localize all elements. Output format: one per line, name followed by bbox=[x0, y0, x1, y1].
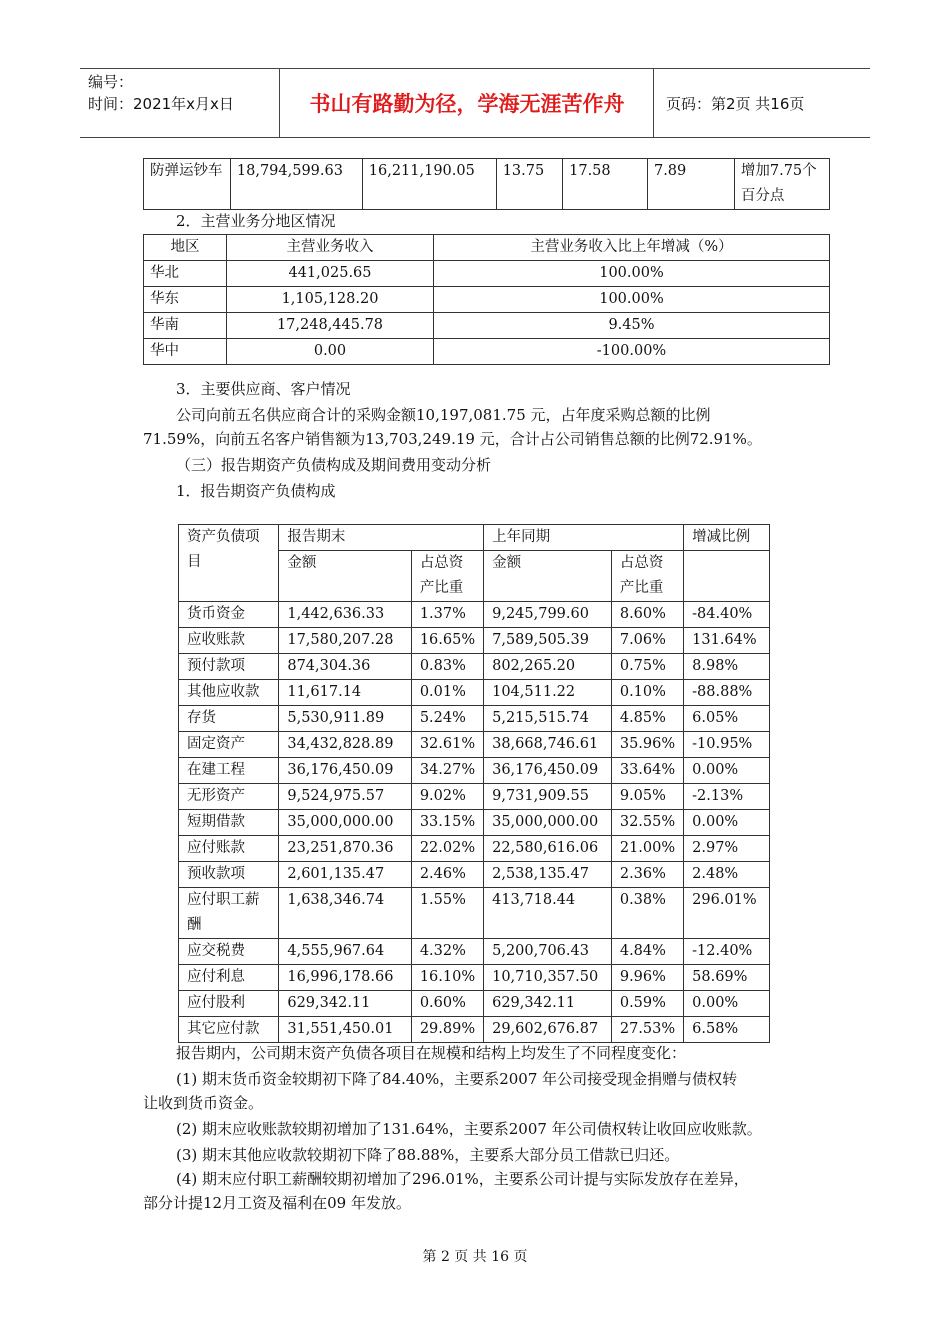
table-cell: 7.06% bbox=[611, 628, 683, 654]
table-cell: 0.10% bbox=[611, 680, 683, 706]
table-row bbox=[179, 810, 770, 836]
cell: 0.00 bbox=[227, 339, 434, 365]
table-cell: 1.55% bbox=[411, 888, 483, 939]
table-cell: 34.27% bbox=[411, 758, 483, 784]
number-label: 编号： bbox=[88, 73, 134, 91]
table-cell: 无形资产 bbox=[179, 784, 279, 810]
table-cell: 应付职工薪酬 bbox=[179, 888, 279, 939]
analysis-p3: (3) 期末其他应收款较期初下降了88.88%，主要系大部分员工借款已归还。 bbox=[176, 1146, 680, 1164]
table-cell: 58.69% bbox=[684, 965, 770, 991]
cell: 华北 bbox=[144, 261, 227, 287]
table-cell: 802,265.20 bbox=[484, 654, 612, 680]
table-row bbox=[179, 628, 770, 654]
table-cell: 1,442,636.33 bbox=[279, 602, 411, 628]
table-cell: 其它应付款 bbox=[179, 1017, 279, 1043]
table-cell: 33.15% bbox=[411, 810, 483, 836]
table-cell: 29,602,676.87 bbox=[484, 1017, 612, 1043]
table-header-row bbox=[179, 525, 770, 551]
table-cell: 29.89% bbox=[411, 1017, 483, 1043]
table-cell: 32.61% bbox=[411, 732, 483, 758]
table-cell: 8.60% bbox=[611, 602, 683, 628]
table-row bbox=[179, 706, 770, 732]
header-motto: 书山有路勤为径，学海无涯苦作舟 bbox=[281, 69, 654, 137]
table-cell: 货币资金 bbox=[179, 602, 279, 628]
table-cell: 5,200,706.43 bbox=[484, 939, 612, 965]
analysis-intro: 报告期内，公司期末资产负债各项目在规模和结构上均发生了不同程度变化： bbox=[176, 1044, 687, 1062]
col-item: 资产负债项目 bbox=[179, 525, 279, 602]
table-header-row bbox=[144, 235, 830, 261]
table-cell: 629,342.11 bbox=[484, 991, 612, 1017]
table-cell: 23,251,870.36 bbox=[279, 836, 411, 862]
table-cell: 7,589,505.39 bbox=[484, 628, 612, 654]
table-cell: 5,215,515.74 bbox=[484, 706, 612, 732]
table-cell: 2.36% bbox=[611, 862, 683, 888]
cell: 1,105,128.20 bbox=[227, 287, 434, 313]
table-cell: 629,342.11 bbox=[279, 991, 411, 1017]
table-cell: 4.85% bbox=[611, 706, 683, 732]
table-row bbox=[179, 939, 770, 965]
table-cell: -84.40% bbox=[684, 602, 770, 628]
table-cell: 存货 bbox=[179, 706, 279, 732]
table-cell: -12.40% bbox=[684, 939, 770, 965]
table-cell: 10,710,357.50 bbox=[484, 965, 612, 991]
table-row bbox=[179, 654, 770, 680]
analysis-p1b: 让收到货币资金。 bbox=[143, 1094, 264, 1112]
col-amount: 金额 bbox=[484, 551, 612, 602]
cell: 华南 bbox=[144, 313, 227, 339]
table-row bbox=[144, 287, 830, 313]
table-cell: -88.88% bbox=[684, 680, 770, 706]
table-cell: 17,580,207.28 bbox=[279, 628, 411, 654]
col-ratio: 占总资产比重 bbox=[411, 551, 483, 602]
table-cell: 短期借款 bbox=[179, 810, 279, 836]
table-cell: 0.59% bbox=[611, 991, 683, 1017]
table-cell: 8.98% bbox=[684, 654, 770, 680]
table-cell: 22.02% bbox=[411, 836, 483, 862]
table-cell: 0.00% bbox=[684, 991, 770, 1017]
table-cell: 固定资产 bbox=[179, 732, 279, 758]
col-income: 主营业务收入 bbox=[227, 235, 434, 261]
analysis-p4a: (4) 期末应付职工薪酬较期初增加了296.01%，主要系公司计提与实际发放存在差异， bbox=[176, 1170, 749, 1188]
col-amount: 金额 bbox=[279, 551, 411, 602]
table-cell: 2.97% bbox=[684, 836, 770, 862]
table-cell: 9.96% bbox=[611, 965, 683, 991]
table-row bbox=[179, 602, 770, 628]
table-cell: 35.96% bbox=[611, 732, 683, 758]
table-cell: 5,530,911.89 bbox=[279, 706, 411, 732]
cell: 100.00% bbox=[434, 287, 830, 313]
table-row bbox=[179, 965, 770, 991]
product-v1: 17.58 bbox=[563, 159, 648, 210]
table-row bbox=[179, 991, 770, 1017]
table-cell: 5.24% bbox=[411, 706, 483, 732]
cell: 441,025.65 bbox=[227, 261, 434, 287]
asset-liability-table bbox=[178, 524, 770, 1043]
table-cell: 应交税费 bbox=[179, 939, 279, 965]
section-iii-title: （三）报告期资产负债构成及期间费用变动分析 bbox=[176, 456, 492, 474]
table-cell: 应付股利 bbox=[179, 991, 279, 1017]
cell: 华东 bbox=[144, 287, 227, 313]
table-cell: 应付利息 bbox=[179, 965, 279, 991]
table-row bbox=[179, 888, 770, 939]
analysis-p2: (2) 期末应收账款较期初增加了131.64%，主要系2007 年公司债权转让收回应收账款。 bbox=[176, 1120, 762, 1138]
table-cell: 0.01% bbox=[411, 680, 483, 706]
table-cell: 11,617.14 bbox=[279, 680, 411, 706]
cell: 17,248,445.78 bbox=[227, 313, 434, 339]
table-cell: 413,718.44 bbox=[484, 888, 612, 939]
table-cell: 6.05% bbox=[684, 706, 770, 732]
table-cell: 131.64% bbox=[684, 628, 770, 654]
col-last-year: 上年同期 bbox=[484, 525, 684, 551]
product-name: 防弹运钞车 bbox=[144, 159, 231, 210]
col-period-end: 报告期末 bbox=[279, 525, 484, 551]
table-cell: 31,551,450.01 bbox=[279, 1017, 411, 1043]
table-row bbox=[179, 1017, 770, 1043]
table-row bbox=[144, 159, 830, 210]
table-cell: 1,638,346.74 bbox=[279, 888, 411, 939]
table-row bbox=[179, 680, 770, 706]
table-cell: 874,304.36 bbox=[279, 654, 411, 680]
table-cell: 4.32% bbox=[411, 939, 483, 965]
analysis-p1a: (1) 期末货币资金较期初下降了84.40%，主要系2007 年公司接受现金捐赠与债权转 bbox=[176, 1070, 738, 1088]
cell: -100.00% bbox=[434, 339, 830, 365]
table-cell: 4,555,967.64 bbox=[279, 939, 411, 965]
table-cell: 预付款项 bbox=[179, 654, 279, 680]
table-cell: 16.10% bbox=[411, 965, 483, 991]
supplier-text-1: 公司向前五名供应商合计的采购金额10,197,081.75 元，占年度采购总额的比例 bbox=[176, 406, 711, 424]
table-cell: 16,996,178.66 bbox=[279, 965, 411, 991]
product-v2: 7.89 bbox=[647, 159, 734, 210]
table-cell: 0.00% bbox=[684, 758, 770, 784]
table-cell: 9.05% bbox=[611, 784, 683, 810]
table-cell: 2,538,135.47 bbox=[484, 862, 612, 888]
table-row bbox=[179, 862, 770, 888]
asset-table-body bbox=[179, 602, 770, 1043]
table-cell: 0.60% bbox=[411, 991, 483, 1017]
table-cell: 36,176,450.09 bbox=[279, 758, 411, 784]
region-table bbox=[143, 234, 830, 365]
table-cell: 应收账款 bbox=[179, 628, 279, 654]
table-cell: 34,432,828.89 bbox=[279, 732, 411, 758]
product-row-table bbox=[143, 158, 830, 210]
table-cell: -2.13% bbox=[684, 784, 770, 810]
table-cell: 296.01% bbox=[684, 888, 770, 939]
section2-title: 2．主营业务分地区情况 bbox=[176, 212, 336, 230]
analysis-p4b: 部分计提12月工资及福利在09 年发放。 bbox=[143, 1194, 411, 1212]
table-row bbox=[144, 261, 830, 287]
time-label: 时间：2021年x月x日 bbox=[88, 95, 234, 113]
table-cell: 4.84% bbox=[611, 939, 683, 965]
table-cell: 0.38% bbox=[611, 888, 683, 939]
cell: 9.45% bbox=[434, 313, 830, 339]
table-cell: 35,000,000.00 bbox=[484, 810, 612, 836]
table-cell: 1.37% bbox=[411, 602, 483, 628]
table-cell: 22,580,616.06 bbox=[484, 836, 612, 862]
table-cell: 9,245,799.60 bbox=[484, 602, 612, 628]
table-cell: 2.48% bbox=[684, 862, 770, 888]
table-cell: 36,176,450.09 bbox=[484, 758, 612, 784]
table-cell: 6.58% bbox=[684, 1017, 770, 1043]
table-cell: -10.95% bbox=[684, 732, 770, 758]
table-cell: 9,524,975.57 bbox=[279, 784, 411, 810]
table-cell: 2.46% bbox=[411, 862, 483, 888]
page-header bbox=[80, 68, 870, 138]
table-cell: 32.55% bbox=[611, 810, 683, 836]
table-cell: 预收款项 bbox=[179, 862, 279, 888]
table-cell: 0.83% bbox=[411, 654, 483, 680]
col-ratio: 占总资产比重 bbox=[611, 551, 683, 602]
section3-title: 3．主要供应商、客户情况 bbox=[176, 380, 351, 398]
product-income: 18,794,599.63 bbox=[230, 159, 362, 210]
col-change: 增减比例 bbox=[684, 525, 770, 551]
table-cell: 其他应收款 bbox=[179, 680, 279, 706]
cell: 华中 bbox=[144, 339, 227, 365]
table-cell: 9,731,909.55 bbox=[484, 784, 612, 810]
product-cost: 16,211,190.05 bbox=[362, 159, 496, 210]
table-row bbox=[179, 758, 770, 784]
table-cell: 35,000,000.00 bbox=[279, 810, 411, 836]
table-cell: 16.65% bbox=[411, 628, 483, 654]
table-row bbox=[179, 732, 770, 758]
table-cell: 21.00% bbox=[611, 836, 683, 862]
supplier-text-2: 71.59%，向前五名客户销售额为13,703,249.19 元，合计占公司销售总额的比例72.91%。 bbox=[143, 430, 762, 448]
table-row bbox=[179, 836, 770, 862]
header-meta bbox=[80, 69, 280, 137]
header-page-label: 页码：第2页 共16页 bbox=[666, 94, 805, 113]
table-cell: 应付账款 bbox=[179, 836, 279, 862]
col-change: 主营业务收入比上年增减（%） bbox=[434, 235, 830, 261]
product-margin: 13.75 bbox=[496, 159, 562, 210]
product-note: 增加7.75个百分点 bbox=[734, 159, 829, 210]
cell: 100.00% bbox=[434, 261, 830, 287]
empty-cell bbox=[684, 551, 770, 602]
table-cell: 2,601,135.47 bbox=[279, 862, 411, 888]
table-cell: 104,511.22 bbox=[484, 680, 612, 706]
table-cell: 33.64% bbox=[611, 758, 683, 784]
table-row bbox=[144, 339, 830, 365]
page-footer: 第 2 页 共 16 页 bbox=[422, 1249, 528, 1265]
table-row bbox=[179, 784, 770, 810]
table-cell: 在建工程 bbox=[179, 758, 279, 784]
table-cell: 9.02% bbox=[411, 784, 483, 810]
table-cell: 0.75% bbox=[611, 654, 683, 680]
table-cell: 27.53% bbox=[611, 1017, 683, 1043]
col-region: 地区 bbox=[144, 235, 227, 261]
table-row bbox=[144, 313, 830, 339]
subsection1-title: 1．报告期资产负债构成 bbox=[176, 482, 336, 500]
table-cell: 38,668,746.61 bbox=[484, 732, 612, 758]
table-cell: 0.00% bbox=[684, 810, 770, 836]
